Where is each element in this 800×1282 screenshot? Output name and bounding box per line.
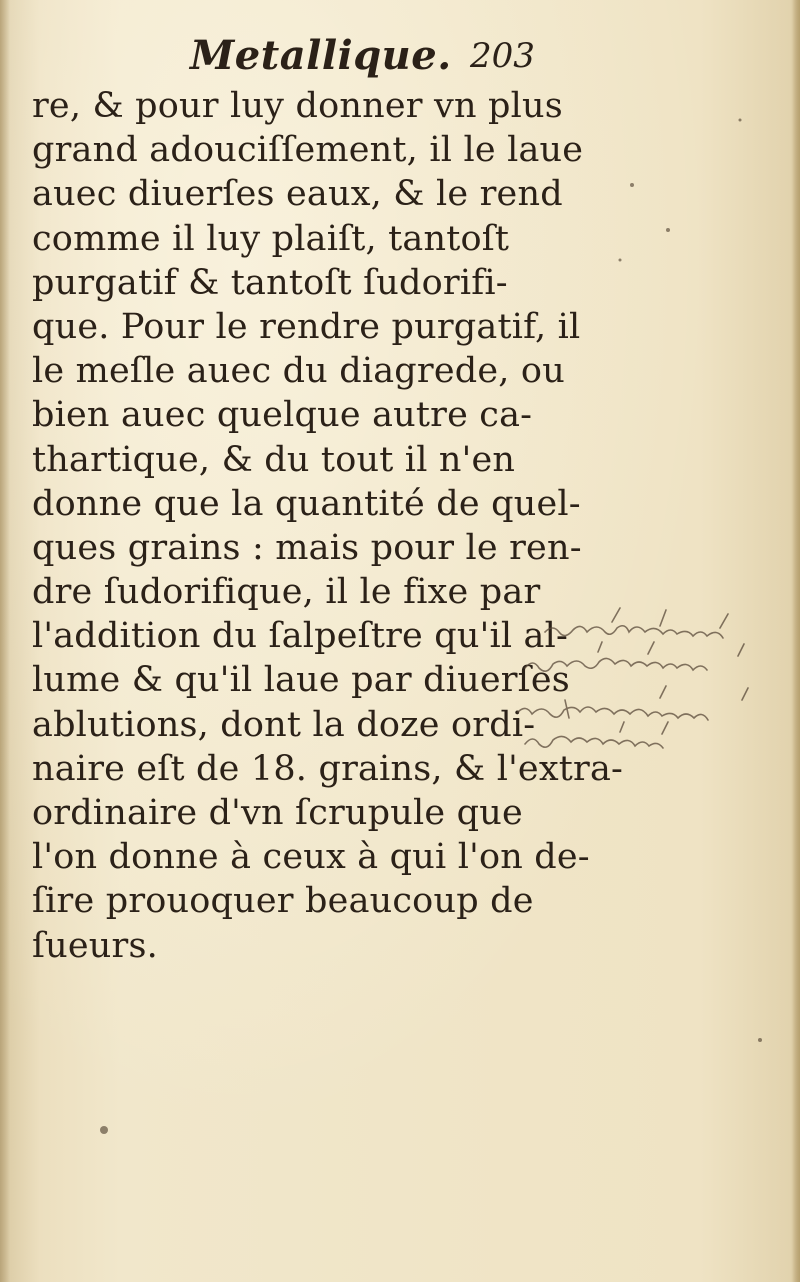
text-line: auec diuerſes eaux, & le rend	[32, 174, 563, 215]
text-line: le meſle auec du diagrede, ou	[32, 351, 565, 392]
text-line: ablutions, dont la doze ordi-	[32, 704, 536, 745]
page-number: 203	[470, 36, 535, 76]
text-line: bien auec quelque autre ca-	[32, 395, 533, 436]
running-title: Metallique.	[190, 32, 452, 79]
text-line: comme il luy plaiſt, tantoſt	[32, 218, 510, 259]
text-line: ſueurs.	[32, 925, 158, 966]
text-line: dre ſudorifique, il le fixe par	[32, 572, 541, 613]
text-line: lume & qu'il laue par diuerſes	[32, 660, 570, 701]
text-line: l'on donne à ceux à qui l'on de-	[32, 837, 590, 878]
text-line: naire eſt de 18. grains, & l'extra-	[32, 748, 624, 789]
text-line: ques grains : mais pour le ren-	[32, 527, 582, 568]
text-line: ſire prouoquer beaucoup de	[32, 881, 534, 922]
text-line: que. Pour le rendre purgatif, il	[32, 306, 581, 347]
text-line: grand adouciſſement, il le laue	[32, 130, 584, 171]
text-line: purgatif & tantoſt ſudorifi-	[32, 262, 508, 303]
text-line: ordinaire d'vn ſcrupule que	[32, 793, 523, 833]
text-line: donne que la quantité de quel-	[32, 483, 581, 524]
text-line: re, & pour luy donner vn plus	[32, 86, 563, 126]
text-line: l'addition du ſalpeſtre qu'il al-	[32, 616, 569, 657]
text-line: thartique, & du tout il n'en	[32, 439, 516, 480]
